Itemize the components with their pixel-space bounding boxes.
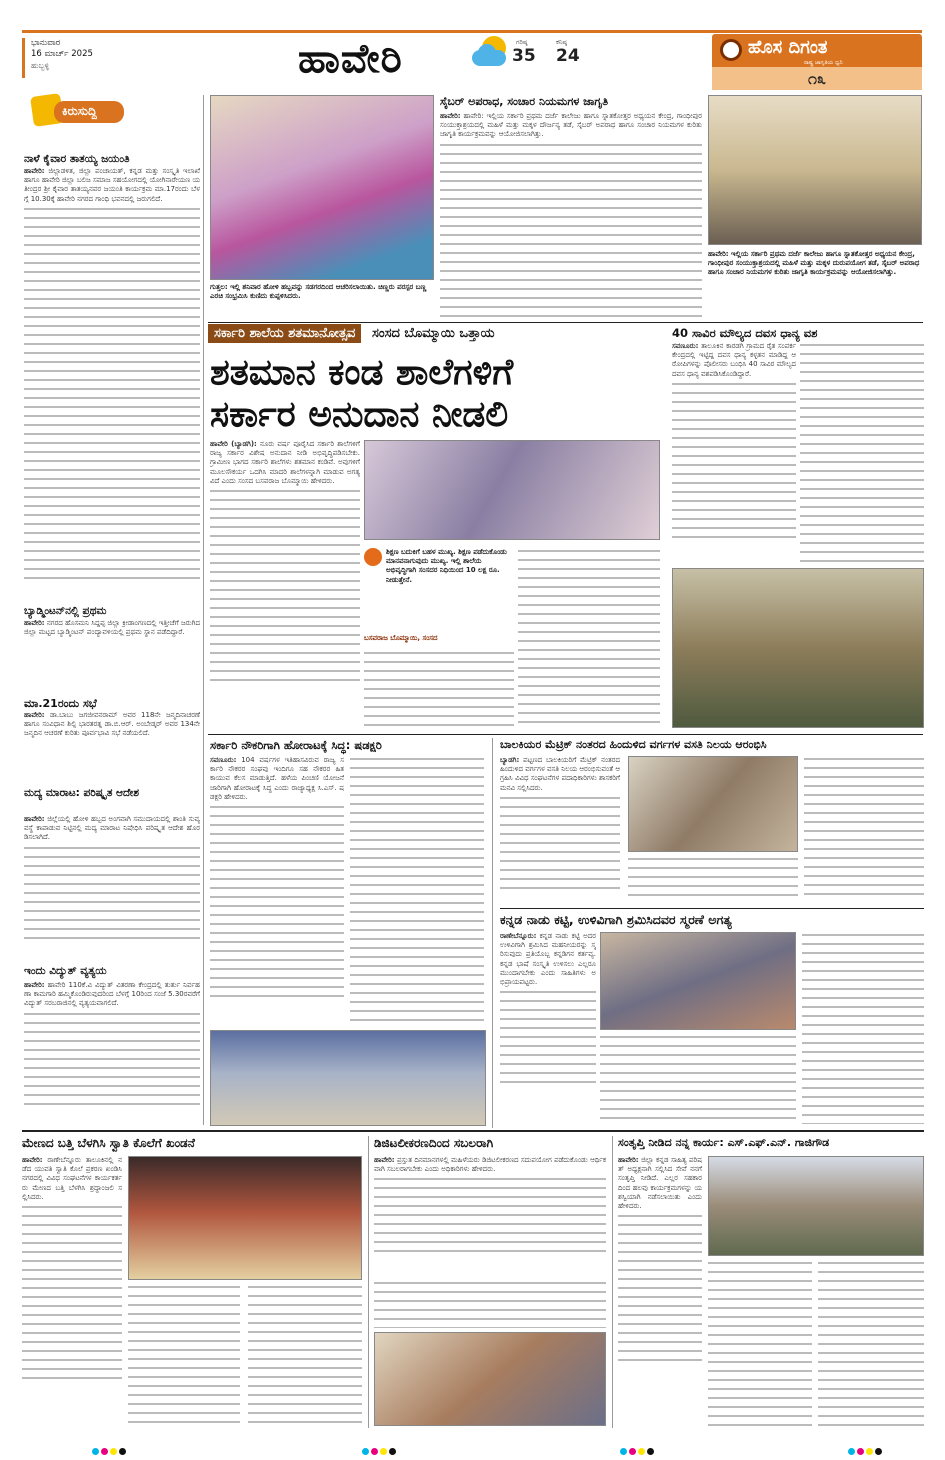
hostel-text: [500, 756, 620, 896]
grain-photo: [672, 568, 924, 728]
bottom-3-photo: [708, 1156, 924, 1256]
temp-max-label: ಗರಿಷ್ಠ: [516, 38, 528, 46]
print-marks-far-right: [848, 1440, 884, 1459]
day-label: ಭಾನುವಾರ: [31, 38, 61, 48]
brief-4-text: [24, 815, 200, 955]
bottom-2-photo: [374, 1332, 606, 1426]
hostel-photo: [628, 756, 798, 852]
print-marks-center: [362, 1440, 398, 1459]
hostel-body: ಪಟ್ಟಣದ ಬಾಲಕಿಯರಿಗೆ ಮೆಟ್ರಿಕ್ ನಂತರದ ಹಿಂದುಳಿದ ವರ್ಗಗಳ ವಸತಿ ನಿಲಯ ಆರಂಭಿಸುವಂತೆ ಆಗ್ರಹಿಸಿ ವಿವಿಧ ಸಂಘಟನೆಗಳ ಪದಾಧಿಕಾರಿಗಳು ಶಾಸಕರಿಗೆ ಮನವಿ ಸಲ್ಲಿಸಿದರು.: [500, 756, 620, 792]
cyber-dateline: ಹಾವೇರಿ:: [440, 112, 461, 120]
grain-dateline: ಸವಣೂರು:: [672, 342, 699, 350]
holi-caption: ಗುತ್ತಲ: ಇಲ್ಲಿ ಶನಿವಾರ ಹೋಳಿ ಹಬ್ಬವನ್ನು ಸಡಗರದಿಂದ ಆಚರಿಸಲಾಯಿತು. ಚಿಣ್ಣರು ಪರಸ್ಪರ ಬಣ್ಣ ಎರಚಿ ಸಂಭ್ರಮಿಸಿ ಕುಣಿದು ಕುಪ್ಪಳಿಸಿದರು.: [210, 283, 427, 300]
bottom-1-photo: [128, 1156, 362, 1280]
bottom-2-body: ಪ್ರಸ್ತುತ ದಿನಮಾನಗಳಲ್ಲಿ ಮಹಿಳೆಯರು ಡಿಜಿಟಲೀಕರಣದ ಸದುಪಯೋಗ ಪಡೆದುಕೊಂಡು ಆರ್ಥಿಕವಾಗಿ ಸಬಲರಾಗಬೇಕು ಎಂದು ಅಧಿಕಾರಿಗಳು ಹೇಳಿದರು.: [374, 1156, 606, 1174]
brief-4-head: ಮದ್ಯ ಮಾರಾಟ: ಪರಿಷ್ಕೃತ ಆದೇಶ: [24, 787, 139, 799]
brief-5-body: ಹಾವೇರಿ 110ಕೆ.ವಿ ವಿದ್ಯುತ್ ವಿತರಣಾ ಕೇಂದ್ರದಲ್ಲಿ ತುರ್ತು ನಿರ್ವಹಣಾ ಕಾಮಗಾರಿ ಹಮ್ಮಿಕೊಂಡಿರುವುದರಿಂದ ಬೆಳಗ್ಗೆ 10ರಿಂದ ಸಂಜೆ 5.30ರವರೆಗೆ ವಿದ್ಯುತ್ ಸರಬರಾಜಿನಲ್ಲಿ ವ್ಯತ್ಯಯವಾಗಲಿದೆ.: [24, 981, 200, 1008]
kannada-nadu-dateline: ರಾಣೇಬೆನ್ನೂರು:: [500, 932, 537, 940]
brief-1-dateline: ಹಾವೇರಿ:: [24, 167, 45, 175]
paper-logo: [712, 34, 922, 90]
top-rule: [22, 30, 922, 33]
govt-jobs-text: [210, 756, 344, 1026]
brief-3-text: [24, 711, 200, 771]
kannada-nadu-text: [500, 932, 596, 1124]
divider-4: [22, 1130, 924, 1132]
govt-jobs-text-col2: [350, 756, 484, 1026]
brief-3-dateline: ಹಾವೇರಿ:: [24, 711, 45, 719]
grain-head: 40 ಸಾವಿರ ಮೌಲ್ಯದ ದವಸ ಧಾನ್ಯ ವಶ: [672, 326, 818, 340]
brief-5-text: [24, 981, 200, 1116]
brief-2-head: ಬ್ಯಾಡ್ಮಿಂಟನ್‌ನಲ್ಲಿ ಪ್ರಥಮ: [24, 605, 107, 617]
bottom-2-dateline: ಹಾವೇರಿ:: [374, 1156, 395, 1164]
divider-3: [500, 908, 924, 909]
kannada-nadu-head: ಕನ್ನಡ ನಾಡು ಕಟ್ಟಿ, ಉಳಿವಿಗಾಗಿ ಶ್ರಮಿಸಿದವರ ಸ್ಮರಣೆ ಅಗತ್ಯ: [500, 912, 732, 927]
cyber-body: ಹಾವೇರಿ: ಇಲ್ಲಿಯ ಸರ್ಕಾರಿ ಪ್ರಥಮ ದರ್ಜೆ ಕಾಲೇಜು ಹಾಗೂ ಸ್ನಾತಕೋತ್ತರ ಅಧ್ಯಯನ ಕೇಂದ್ರ, ಗಾಂಧೀಪುರ ಸಂಯುಕ್ತಾಶ್ರಯದಲ್ಲಿ ಮಹಿಳೆ ಮತ್ತು ಮಕ್ಕಳ ದೌರ್ಜನ್ಯ ತಡೆ, ಸೈಬರ್ ಅಪರಾಧ ಹಾಗೂ ಸಂಚಾರ ನಿಯಮಗಳ ಕುರಿತು ಜಾಗೃತಿ ಕಾರ್ಯಕ್ರಮವನ್ನು ಆಯೋಜಿಸಲಾಗಿತ್ತು.: [440, 112, 702, 139]
temp-min-value: 24: [556, 46, 580, 66]
middle-divider: [492, 738, 493, 1128]
bottom-divider-2: [612, 1136, 613, 1428]
bottom-3-body: ಜಿಲ್ಲಾ ಕನ್ನಡ ಸಾಹಿತ್ಯ ಪರಿಷತ್ ಅಧ್ಯಕ್ಷನಾಗಿ ಸಲ್ಲಿಸಿದ ಸೇವೆ ನನಗೆ ಸಂತೃಪ್ತಿ ನೀಡಿದೆ. ಎಲ್ಲರ ಸಹಕಾರದಿಂದ ಹಲವು ಕಾರ್ಯಕ್ರಮಗಳನ್ನು ಯಶಸ್ವಿಯಾಗಿ ನಡೆಸಲಾಯಿತು ಎಂದು ಹೇಳಿದರು.: [618, 1156, 702, 1211]
bottom-2-text: [374, 1156, 606, 1276]
print-marks-left: [92, 1440, 128, 1459]
hostel-dateline: ಬ್ಯಾಡಗಿ:: [500, 756, 520, 764]
grain-text-col2: [800, 342, 924, 564]
bottom-1-dateline: ಹಾವೇರಿ:: [22, 1156, 43, 1164]
hostel-text-col2b: [628, 856, 798, 896]
holi-photo: [210, 95, 434, 280]
govt-jobs-photo: [210, 1030, 486, 1126]
kirusuddi-badge: [32, 95, 127, 129]
lead-photo: [364, 440, 660, 540]
cyber-photo: [708, 95, 922, 245]
lead-kicker-right: ಸಂಸದ ಬೊಮ್ಮಾಯಿ ಒತ್ತಾಯ: [371, 326, 495, 341]
left-column-divider: [203, 95, 204, 1125]
cyber-head: ಸೈಬರ್ ಅಪರಾಧ, ಸಂಚಾರ ನಿಯಮಗಳ ಜಾಗೃತಿ: [440, 95, 609, 108]
bottom-1-col2: [128, 1284, 240, 1426]
lead-kicker: [208, 326, 668, 348]
hostel-head: ಬಾಲಕಿಯರ ಮೆಟ್ರಿಕ್ ನಂತರದ ಹಿಂದುಳಿದ ವರ್ಗಗಳ ವಸತಿ ನಿಲಯ ಆರಂಭಿಸಿ: [500, 738, 767, 751]
brief-5-dateline: ಹಾವೇರಿ:: [24, 981, 45, 989]
brief-4-body: ಜಿಲ್ಲೆಯಲ್ಲಿ ಹೋಳಿ ಹಬ್ಬದ ಅಂಗವಾಗಿ ಸಮುದಾಯದಲ್ಲಿ ಶಾಂತಿ ಸುವ್ಯವಸ್ಥೆ ಕಾಪಾಡುವ ನಿಟ್ಟಿನಲ್ಲಿ ಮದ್ಯ ಮಾರಾಟ ನಿಷೇಧಿಸಿ ಪರಿಷ್ಕೃತ ಆದೇಶ ಹೊರಡಿಸಲಾಗಿದೆ.: [24, 815, 200, 842]
govt-jobs-dateline: ಸವಣೂರು:: [210, 756, 237, 764]
bottom-3-head: ಸಂತೃಪ್ತಿ ನೀಡಿದ ನನ್ನ ಕಾರ್ಯ: ಎಸ್.ಎಫ್.ಎನ್. ಗಾಜಿಗೌಡ: [618, 1136, 830, 1149]
brief-2-dateline: ಹಾವೇರಿ:: [24, 619, 45, 627]
brief-1-text: [24, 167, 200, 597]
lead-text-col2b: [364, 650, 514, 730]
page-number: ೧೩: [712, 67, 922, 90]
brief-2-body: ನಗರದ ಹೊಸಮನಿ ಸಿದ್ದಪ್ಪ ಜಿಲ್ಲಾ ಕ್ರೀಡಾಂಗಣದಲ್ಲಿ ಇತ್ತೀಚೆಗೆ ಜರುಗಿದ ಜಿಲ್ಲಾ ಮಟ್ಟದ ಬ್ಯಾಡ್ಮಿಂಟನ್ ಪಂದ್ಯಾವಳಿಯಲ್ಲಿ ಪ್ರಥಮ ಸ್ಥಾನ ಪಡೆದಿದ್ದಾರೆ.: [24, 619, 200, 637]
city-title: ಹಾವೇರಿ: [298, 36, 403, 82]
lead-text-col3: [518, 548, 660, 728]
brief-5-head: ಇಂದು ವಿದ್ಯುತ್ ವ್ಯತ್ಯಯ: [24, 965, 107, 977]
kannada-nadu-body: ಕನ್ನಡ ನಾಡು ಕಟ್ಟಿ ಅದರ ಉಳಿವಿಗಾಗಿ ಶ್ರಮಿಸಿದ ಮಹನೀಯರನ್ನು ಸ್ಮರಿಸುವುದು ಪ್ರತಿಯೊಬ್ಬ ಕನ್ನಡಿಗನ ಕರ್ತವ್ಯ. ಕನ್ನಡ ಭಾಷೆ ಸಂಸ್ಕೃತಿ ಉಳಿಸಲು ಎಲ್ಲರೂ ಮುಂದಾಗಬೇಕು ಎಂದು ಸಾಹಿತಿಗಳು ಅಭಿಪ್ರಾಯಪಟ್ಟರು.: [500, 932, 596, 987]
bottom-3-text: [618, 1156, 702, 1426]
temp-max-value: 35: [512, 46, 536, 66]
masthead: [0, 30, 945, 92]
bottom-3-col2: [708, 1260, 812, 1426]
date-label: 16 ಮಾರ್ಚ್ 2025: [31, 49, 93, 59]
cyber-text: [440, 112, 702, 324]
lead-dateline: ಹಾವೇರಿ (ಬ್ಯಾಡಗಿ):: [210, 440, 257, 448]
govt-jobs-head: ಸರ್ಕಾರಿ ನೌಕರಿಗಾಗಿ ಹೋರಾಟಕ್ಕೆ ಸಿದ್ಧ: ಷಡಕ್ಷರಿ: [210, 738, 382, 752]
bottom-2-col2: [374, 1280, 606, 1328]
bottom-divider-1: [368, 1136, 369, 1428]
paper-name: ಹೊಸ ದಿಗಂತ: [748, 37, 828, 58]
bottom-1-col3: [248, 1284, 362, 1426]
kannada-nadu-col3: [802, 932, 924, 1124]
divider-2: [208, 734, 923, 735]
lead-text: [210, 440, 360, 730]
govt-jobs-body: 104 ವರ್ಷಗಳ ಇತಿಹಾಸವಿರುವ ರಾಜ್ಯ ಸರ್ಕಾರಿ ನೌಕರರ ಸಂಘವು ಇಂದಿಗೂ ಸಹ ನೌಕರರ ಹಿತ ಕಾಯುವ ಕೆಲಸ ಮಾಡುತ್ತಿದೆ. ಹಳೆಯ ಪಿಂಚಣಿ ಯೋಜನೆ ಜಾರಿಗಾಗಿ ಹೋರಾಟಕ್ಕೆ ಸಿದ್ಧ ಎಂದು ರಾಜ್ಯಾಧ್ಯಕ್ಷ ಸಿ.ಎಸ್. ಷಡಕ್ಷರಿ ಹೇಳಿದರು.: [210, 756, 344, 801]
divider-1: [208, 322, 923, 323]
brief-1-body: ಜಿಲ್ಲಾಡಳಿತ, ಜಿಲ್ಲಾ ಪಂಚಾಯತ್, ಕನ್ನಡ ಮತ್ತು ಸಂಸ್ಕೃತಿ ಇಲಾಖೆ ಹಾಗೂ ಹಾವೇರಿ ಜಿಲ್ಲಾ ಬಲಿಜ ಸಮಾಜ ಸಹಯೋಗದಲ್ಲಿ ಯೋಗಿನಾರೇಯಣ ಯತೀಂದ್ರರ ಶ್ರೀ ಕೈವಾರ ತಾತಯ್ಯನವರ ಜಯಂತಿ ಕಾರ್ಯಕ್ರಮ ಮಾ.17ರಂದು ಬೆಳಗ್ಗೆ 10.30ಕ್ಕೆ ಹಾವೇರಿ ನಗರದ ಗಾಂಧಿ ಭವನದಲ್ಲಿ ಜರುಗಲಿದೆ.: [24, 167, 200, 203]
quote-icon: [364, 548, 382, 566]
kirusuddi-column: [22, 95, 200, 1120]
lead-headline-1: ಶತಮಾನ ಕಂಡ ಶಾಲೆಗಳಿಗೆ: [210, 352, 514, 393]
cyber-caption: ಹಾವೇರಿ: ಇಲ್ಲಿಯ ಸರ್ಕಾರಿ ಪ್ರಥಮ ದರ್ಜೆ ಕಾಲೇಜು ಹಾಗೂ ಸ್ನಾತಕೋತ್ತರ ಅಧ್ಯಯನ ಕೇಂದ್ರ, ಗಾಂಧೀಪುರ ಸಂಯುಕ್ತಾಶ್ರಯದಲ್ಲಿ ಮಹಿಳೆ ಮತ್ತು ಮಕ್ಕಳ ದುರುಪಯೋಗ ತಡೆ, ಸೈಬರ್ ಅಪರಾಧ ಹಾಗೂ ಸಂಚಾರ ನಿಯಮಗಳ ಕುರಿತು ಜಾಗೃತಿ ಕಾರ್ಯಕ್ರಮವನ್ನು ಆಯೋಜಿಸಲಾಗಿತ್ತು.: [708, 250, 920, 276]
lead-quote-by: ಬಸವರಾಜ ಬೊಮ್ಮಾಯಿ, ಸಂಸದ: [364, 634, 438, 642]
brief-1-head: ನಾಳೆ ಕೈವಾರ ತಾತಯ್ಯ ಜಯಂತಿ: [24, 153, 130, 165]
logo-emblem-icon: [720, 39, 742, 61]
place-label: ಹುಬ್ಬಳ್ಳಿ: [31, 61, 50, 70]
kannada-nadu-photo: [600, 932, 796, 1030]
bottom-3-col3: [818, 1260, 924, 1426]
bottom-3-dateline: ಹಾವೇರಿ:: [618, 1156, 639, 1164]
brief-3-head: ಮಾ.21ರಂದು ಸಭೆ: [24, 697, 97, 710]
brief-3-body: ಡಾ.ಬಾಬು ಜಗಜೀವನರಾಮ್ ಅವರ 118ನೇ ಜನ್ಮದಿನಾಚರಣೆ ಹಾಗೂ ಸಂವಿಧಾನ ಶಿಲ್ಪಿ ಭಾರತರತ್ನ ಡಾ.ಬಿ.ಆರ್. ಅಂಬೇಡ್ಕರ್ ಅವರ 134ನೇ ಜನ್ಮದಿನ ಆಚರಣೆ ಕುರಿತು ಪೂರ್ವಭಾವಿ ಸಭೆ ನಡೆಯಲಿದೆ.: [24, 711, 200, 738]
grain-body: ತಾಲೂಕಿನ ಕಾರಡಗಿ ಗ್ರಾಮದ ರೈತ ಸಂಪರ್ಕ ಕೇಂದ್ರದಲ್ಲಿ ಇಟ್ಟಿದ್ದ ದವಸ ಧಾನ್ಯ ಕಳ್ಳತನ ಮಾಡಿದ್ದ ಆರೋಪಿಗಳನ್ನು ಪೊಲೀಸರು ಬಂಧಿಸಿ 40 ಸಾವಿರ ಮೌಲ್ಯದ ದವಸ ಧಾನ್ಯ ವಶಪಡಿಸಿಕೊಂಡಿದ್ದಾರೆ.: [672, 342, 796, 378]
hostel-text-col3: [804, 756, 924, 896]
bottom-1-head: ಮೇಣದ ಬತ್ತಿ ಬೆಳಗಿಸಿ ಸ್ವಾತಿ ಕೊಲೆಗೆ ಖಂಡನೆ: [22, 1136, 195, 1150]
brief-2-text: [24, 619, 200, 689]
lead-quote-box: [364, 548, 514, 648]
lead-headline-2: ಸರ್ಕಾರ ಅನುದಾನ ನೀಡಲಿ: [210, 394, 509, 435]
grain-text: [672, 342, 796, 564]
bottom-2-head: ಡಿಜಿಟಲೀಕರಣದಿಂದ ಸಬಲರಾಗಿ: [374, 1136, 494, 1150]
date-box: [22, 38, 142, 78]
paper-tagline: ರಾಷ್ಟ್ರ ಜಾಗೃತಿಯ ಧ್ವನಿ: [804, 60, 843, 66]
print-marks-right: [620, 1440, 656, 1459]
weather-icon: [470, 36, 510, 72]
temp-min-label: ಕನಿಷ್ಠ: [556, 38, 567, 46]
kannada-nadu-col2: [600, 1034, 796, 1124]
kirusuddi-label: ಕಿರುಸುದ್ದಿ: [62, 104, 97, 118]
lead-body: ನೂರು ವರ್ಷ ಪೂರೈಸಿದ ಸರ್ಕಾರಿ ಶಾಲೆಗಳಿಗೆ ರಾಜ್ಯ ಸರ್ಕಾರ ವಿಶೇಷ ಅನುದಾನ ನೀಡಿ ಅಭಿವೃದ್ಧಿಪಡಿಸಬೇಕು. ಗ್ರಾಮೀಣ ಭಾಗದ ಸರ್ಕಾರಿ ಶಾಲೆಗಳು ಶತಮಾನ ಕಂಡಿವೆ. ಅವುಗಳಿಗೆ ಮೂಲಸೌಕರ್ಯ ಒದಗಿಸಿ ಮಾದರಿ ಶಾಲೆಗಳನ್ನಾಗಿ ಮಾಡುವ ಅಗತ್ಯವಿದೆ ಎಂದು ಸಂಸದ ಬಸವರಾಜ ಬೊಮ್ಮಾಯಿ ಹೇಳಿದರು.: [210, 440, 360, 485]
bottom-1-text: [22, 1156, 122, 1426]
bottom-1-body: ರಾಣೇಬೆನ್ನೂರು ತಾಲೂಕಿನಲ್ಲಿ ನಡೆದ ಯುವತಿ ಸ್ವಾತಿ ಕೊಲೆ ಪ್ರಕರಣ ಖಂಡಿಸಿ ನಗರದಲ್ಲಿ ವಿವಿಧ ಸಂಘಟನೆಗಳ ಕಾರ್ಯಕರ್ತರು ಮೇಣದ ಬತ್ತಿ ಬೆಳಗಿಸಿ ಶ್ರದ್ಧಾಂಜಲಿ ಸಲ್ಲಿಸಿದರು.: [22, 1156, 122, 1201]
lead-kicker-left: ಸರ್ಕಾರಿ ಶಾಲೆಯ ಶತಮಾನೋತ್ಸವ: [208, 324, 361, 343]
lead-quote: ಶಿಕ್ಷಣ ಬದುಕಿಗೆ ಬಹಳ ಮುಖ್ಯ. ಶಿಕ್ಷಣ ಪಡೆದುಕೊಂಡು ಮಾನವನಾಗುವುದು ಮುಖ್ಯ. ಇಲ್ಲಿ ಶಾಲೆಯ ಅಭಿವೃದ್ಧಿಗಾಗಿ ಸಂಸದರ ನಿಧಿಯಿಂದ 10 ಲಕ್ಷ ರೂ. ನೀಡುತ್ತೇನೆ.: [386, 548, 507, 584]
brief-4-dateline: ಹಾವೇರಿ:: [24, 815, 45, 823]
